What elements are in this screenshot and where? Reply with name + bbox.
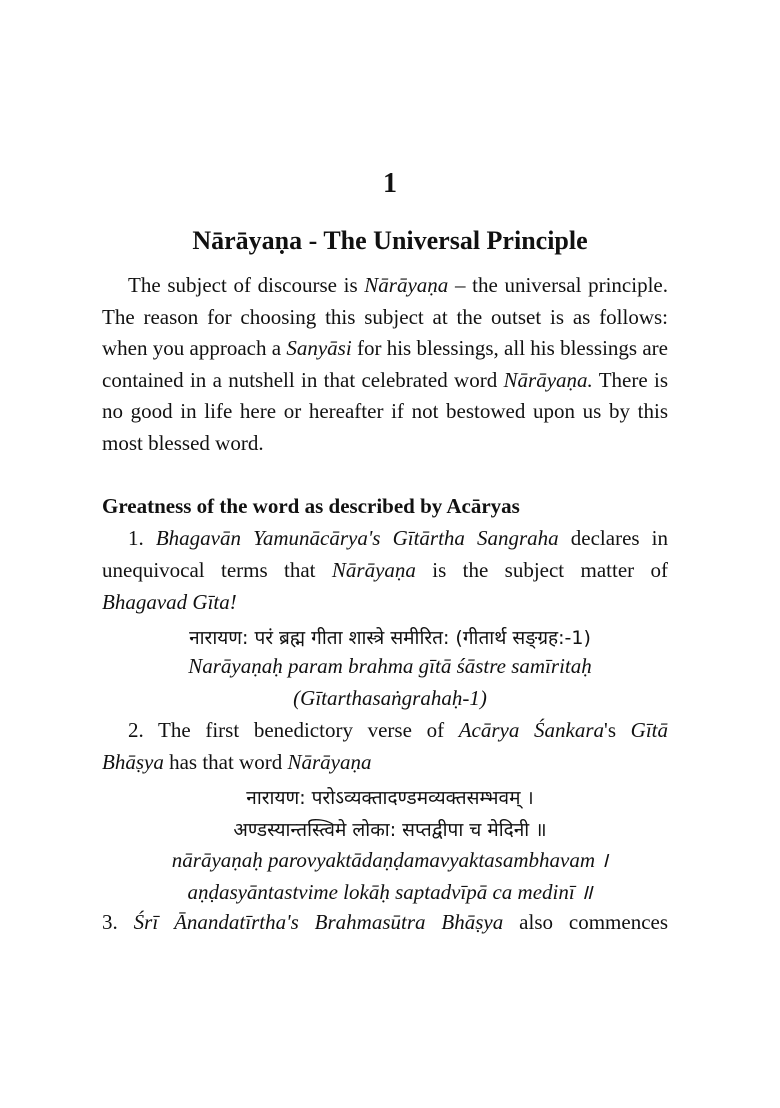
item1-number: 1.	[128, 526, 156, 550]
item2-line2-italic: Bhāṣya	[102, 750, 164, 774]
item3-tail: also commences	[503, 910, 669, 934]
intro-italic-3: Nārāyaṇa.	[503, 367, 593, 392]
item1-line3	[102, 590, 668, 615]
intro-text-4: There is no good in life here or hereafter if not bestowed upon us by this most blessed word.	[102, 367, 668, 455]
item2-line1-b: 's	[604, 718, 631, 742]
intro-italic-1: Nārāyaṇa	[364, 273, 449, 297]
item2-author: Acārya Śankara	[458, 718, 605, 742]
intro-text-2: – the universal principle. The reason for choosing this subject at the outset is as follows: when you approach a	[102, 273, 668, 361]
item2-line1	[102, 718, 668, 743]
item1-source: (Gītarthasaṅgrahaḥ-1)	[293, 686, 487, 710]
item1-line3-italic: Bhagavad Gīta!	[102, 590, 237, 614]
item1-line2-a: unequivocal terms that	[102, 558, 332, 582]
chapter-title: Nārāyaṇa - The Universal Principle	[192, 226, 588, 255]
intro-text-3: for his blessings, all his blessings are contained in a nutshell in that celebrated word	[102, 336, 668, 392]
item2-sanskrit-2: अण्डस्यान्तस्त्विमे लोका: सप्तद्वीपा च मेदिनी ॥	[233, 819, 547, 841]
item3-number: 3.	[102, 910, 134, 934]
item1-line2	[102, 558, 668, 583]
item1-line2-italic: Nārāyaṇa	[331, 558, 416, 582]
item2-line2-a: has that word	[163, 750, 288, 774]
item2-line1-a: 2. The first benedictory verse of	[128, 718, 459, 742]
item2-transliteration-2: aṇḍasyāntastvime lokāḥ saptadvīpā ca medinī ॥	[187, 880, 593, 904]
item2-sanskrit-1: नारायण: परोऽव्यक्तादण्डमव्यक्तसम्भवम् ।	[246, 787, 534, 809]
item1-work-title: Bhagavān Yamunācārya's Gītārtha Sangraha	[155, 526, 559, 550]
item3-line1	[102, 910, 668, 935]
section-heading: Greatness of the word as described by Acāryas	[102, 494, 520, 518]
item1-line2-b: is the subject matter of	[415, 558, 669, 582]
item1-transliteration: Narāyaṇaḥ param brahma gītā śāstre samīritaḥ	[188, 654, 592, 678]
item2-line2-italic-2: Nārāyaṇa	[287, 750, 372, 774]
item3-italic: Śrī Ānandatīrtha's Brahmasūtra Bhāṣya	[133, 910, 504, 934]
item1-line1	[102, 526, 668, 551]
intro-paragraph	[102, 270, 668, 460]
intro-italic-2: Sanyāsi	[286, 336, 352, 361]
intro-text-1: The subject of discourse is	[128, 273, 365, 297]
chapter-number: 1	[383, 168, 397, 199]
item1-line1-tail: declares in	[558, 526, 668, 550]
item2-line2	[102, 750, 668, 775]
item2-work: Gītā	[630, 718, 668, 742]
item1-sanskrit: नारायण: परं ब्रह्म गीता शास्त्रे समीरित: (गीतार्थ सङ्ग्रह:-1)	[189, 627, 591, 649]
item2-transliteration-1: nārāyaṇaḥ parovyaktādaṇḍamavyaktasambhavam ।	[171, 848, 609, 872]
